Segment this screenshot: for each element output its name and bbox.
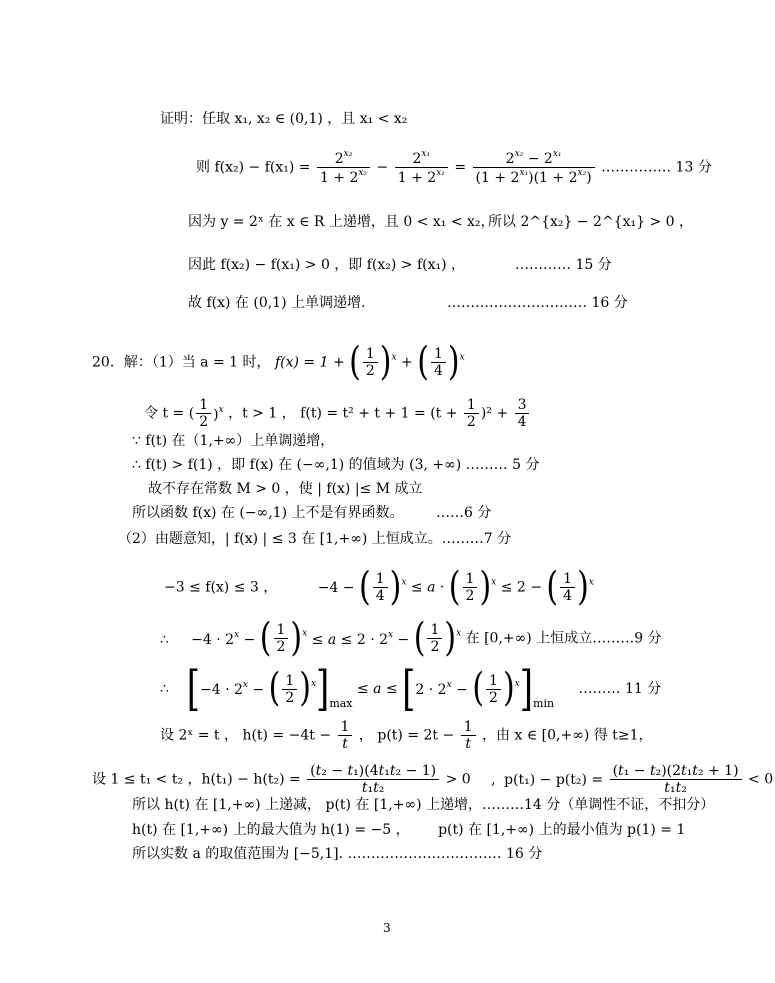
not-bounded-score: ……6 分 <box>435 505 492 521</box>
step1-lhs: 则 f(x₂) − f(x₁) = <box>196 159 311 176</box>
proof-step2-right: 所以 2^{x₂} − 2^{x₁} > 0 ， <box>488 214 693 230</box>
problem20-not-bounded: 所以函数 f(x) 在 (−∞,1) 上不是有界函数。 ……6 分 <box>132 505 492 521</box>
problem20-therefore1: ∴ f(t) > f(1) ，即 f(x) 在 (−∞,1) 的值域为 (3, +∞) ……… 5 分 <box>132 457 540 473</box>
fraction-c: $\frac{2^{x_2} - 2^{x_1}}{(1 + 2^{x_1})(1 + 2^{x_2})}$ <box>473 150 595 185</box>
proof-step4: 故 f(x) 在 (0,1) 上单调递增. <box>188 295 366 311</box>
proof-intro: 证明：任取 x₁, x₂ ∈ (0,1) ，且 x₁ < x₂ <box>160 111 408 127</box>
problem20-conclusion: 所以实数 a 的取值范围为 [−5,1]. …………………………… 16 分 <box>132 846 543 862</box>
problem20-ineq2: ∴ $-4 \cdot 2^x$ − ( $\frac{1}{2}$ )$^x \le a \le 2 \cdot 2^x$ − ( $\frac{1}{2}$ )$^x$ 在 [0,+∞) 上恒成立………9 分 <box>160 615 662 661</box>
problem20-substitution: 令 t = ( $\frac{1}{2}$ )$^x$ ，t > 1 ， f(t) = t² + t + 1 = (t + $\frac{1}{2}$ )² + $\frac{3}{4}$ <box>144 398 531 429</box>
fraction-a: $\frac{2^{x_2}}{1 + 2^{x_2}}$ <box>317 150 370 185</box>
step1-score: …………… 13 分 <box>601 159 712 176</box>
proof-step3-score: ………… 15 分 <box>515 257 612 273</box>
problem20-because: ∵ f(t) 在（1,+∞）上单调递增， <box>132 433 335 449</box>
problem20-ineq3: ∴ [$-4 \cdot 2^x$ − ( $\frac{1}{2}$ )$^x]_{max} \le a \le [2 \cdot 2^x$ − ( $\frac{1}{2}$ )$^x]_{min}$ ……… 11 分 <box>160 661 662 717</box>
problem20-head: 20．解：（1）当 a = 1 时， f(x) = 1 + ( $\frac{1}{2}$ )$^x$ + ( $\frac{1}{4}$ )$^x$ <box>92 339 465 385</box>
problem20-monotone: 所以 h(t) 在 [1,+∞) 上递减， p(t) 在 [1,+∞) 上递增，………14 分（单调性不证，不扣分） <box>132 797 715 813</box>
problem20-sub-line: 设 2ˣ = t ， h(t) = −4t − $\frac{1}{t}$ ， p(t) = 2t − $\frac{1}{t}$ ，由 x ∈ [0,+∞) 得 t≥1， <box>160 719 653 752</box>
proof-step1: 则 f(x₂) − f(x₁) = $\frac{2^{x_2}}{1 + 2^{x_2}}$ − $\frac{2^{x_1}}{1 + 2^{x_1}}$ = $\frac{2^{x_2} - 2^{x_1}}{(1 + 2^{x_1})(1 + 2^{x_2})}$ …………… 13 分 <box>196 149 712 186</box>
page-number: 3 <box>383 921 391 935</box>
proof-step2: 因为 y = 2ˣ 在 x ∈ R 上递增，且 0 < x₁ < x₂， <box>188 214 495 230</box>
problem20-part2: （2）由题意知，| f(x) | ≤ 3 在 [1,+∞) 上恒成立。………7 分 <box>118 531 512 547</box>
fraction-b: $\frac{2^{x_1}}{1 + 2^{x_1}}$ <box>395 150 448 185</box>
proof-step3: 因此 f(x₂) − f(x₁) > 0 ，即 f(x₂) > f(x₁) ， <box>188 257 466 273</box>
problem20-ineq1: −3 ≤ f(x) ≤ 3 ， −4 − ( $\frac{1}{4}$ )$^x$ ≤ a · ( $\frac{1}{2}$ )$^x$ ≤ 2 − ( $\frac{1}{4}$ )$^x$ <box>164 564 594 610</box>
problem20-extrema: h(t) 在 [1,+∞) 上的最大值为 h(1) = −5 ， p(t) 在 [1,+∞) 上的最小值为 p(1) = 1 <box>132 822 686 838</box>
problem20-monotonicity: 设 1 ≤ t₁ < t₂ ，h(t₁) − h(t₂) = $\frac{\text{(t₂ − t₁)(4t₁t₂ − 1)}}{\text{t₁t₂}}$ > 0 , p(t₁) − p(t₂) = $\frac{\text{(t₁ − t₂)(2t₁t₂ + 1)}}{\text{t₁t₂}}$ < 0 <box>92 763 774 796</box>
problem20-no-m: 故不存在常数 M > 0 ，使 | f(x) |≤ M 成立 <box>148 481 423 497</box>
proof-step4-score: ………………………… 16 分 <box>447 295 628 311</box>
